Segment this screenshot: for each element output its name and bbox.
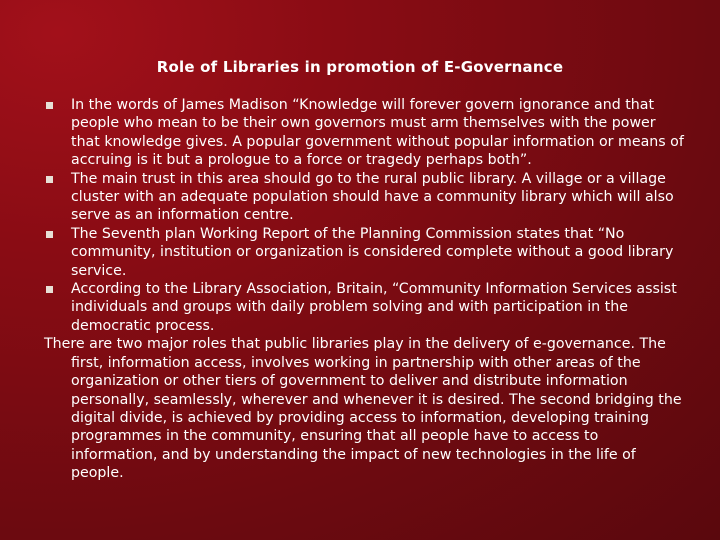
square-bullet-icon — [46, 231, 53, 238]
bullet-text: In the words of James Madison “Knowledge will forever govern ignorance and that people who mean to be their own governors must arm themselves with the power that knowledge gives. A popular government without popular information or means of accruing is it but a prologue to a force or tragedy perhaps both”. — [71, 97, 684, 169]
square-bullet-icon — [46, 286, 53, 293]
bullet-item — [44, 170, 684, 225]
bullet-text: According to the Library Association, Britain, “Community Information Services assist individuals and groups with daily problem solving and with participation in the democratic process. — [71, 281, 677, 334]
bullet-item — [44, 280, 684, 335]
bullet-item — [44, 96, 684, 170]
square-bullet-icon — [46, 102, 53, 109]
slide-title: Role of Libraries in promotion of E-Governance — [156, 58, 564, 76]
bullet-text: The Seventh plan Working Report of the Planning Commission states that “No community, institution or organization is considered complete without a good library service. — [71, 225, 674, 279]
summary-paragraph: There are two major roles that public libraries play in the delivery of e-governance. The first, information access, involves working in partnership with other areas of the organization or other tiers of government to deliver and distribute information personally, seamlessly, wherever and whenever it is desired. The second bridging the digital divide, is achieved by providing access to information, developing training programmes in the community, ensuring that all people have to access to information, and by understanding the impact of new technologies in the life of people. — [44, 336, 682, 482]
bullet-item — [44, 225, 684, 280]
square-bullet-icon — [46, 176, 53, 183]
slide-body — [44, 96, 684, 483]
bullet-text: The main trust in this area should go to the rural public library. A village or a village cluster with an adequate population should have a community library which will also serve as an information centre. — [71, 170, 674, 224]
